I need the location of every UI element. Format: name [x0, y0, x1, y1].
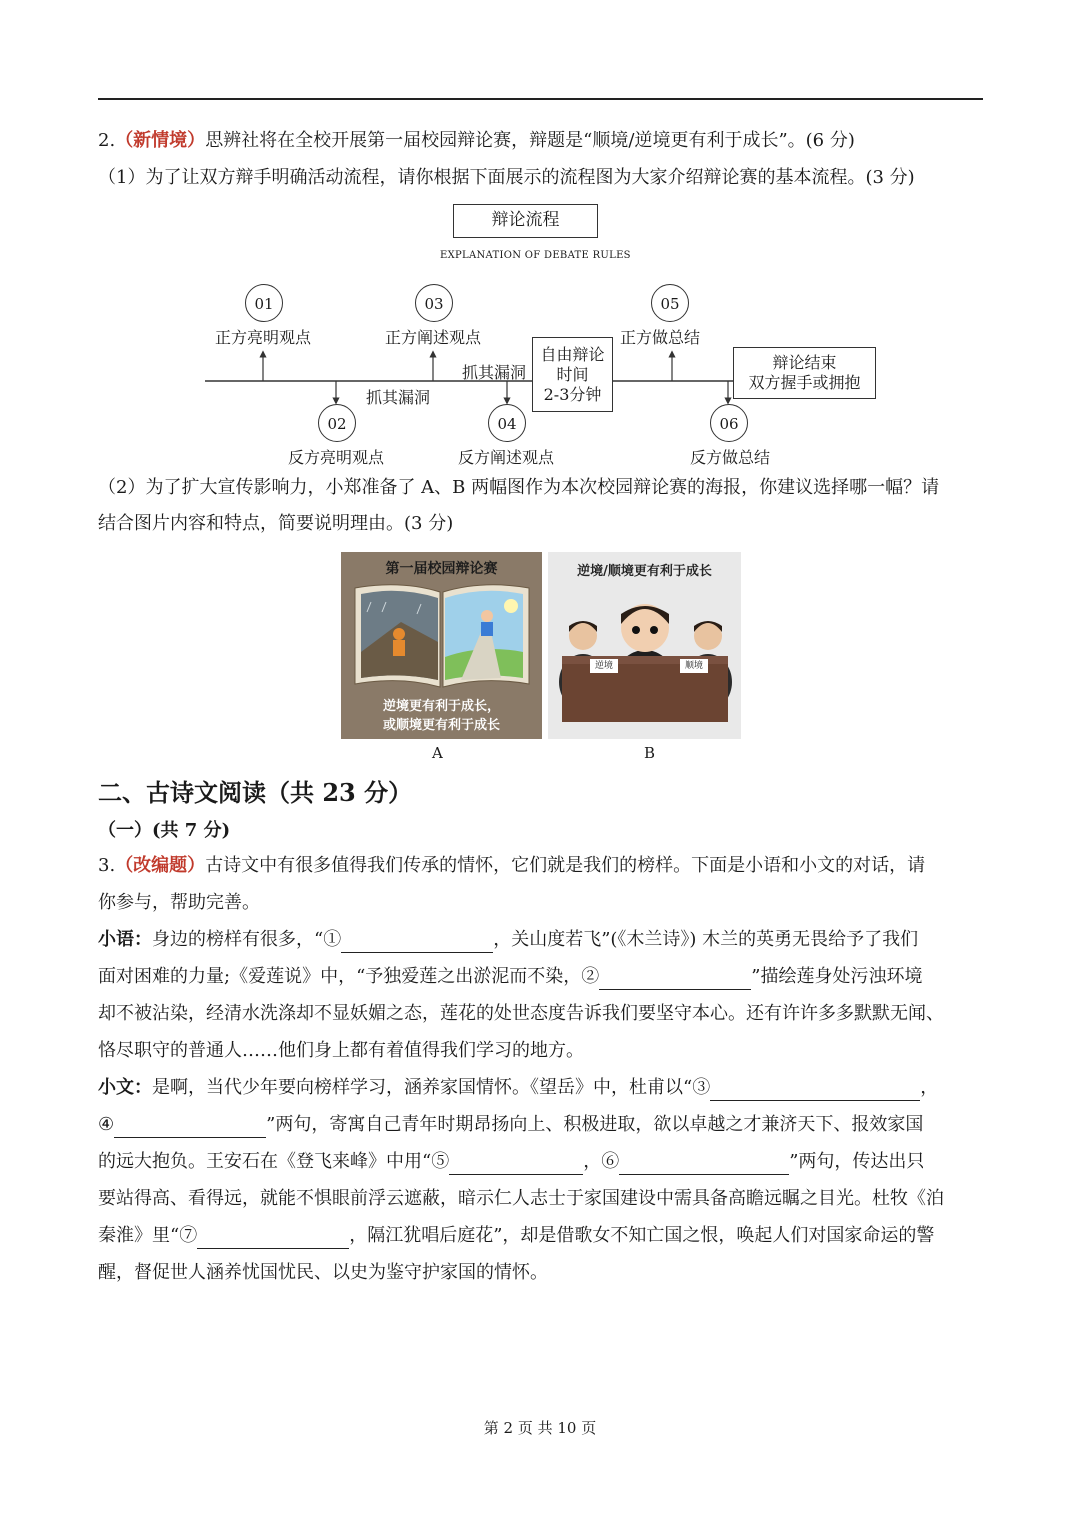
q3-p2-l5a: 秦淮》里“⑦ [98, 1225, 198, 1246]
step-04-label: 反方阐述观点 [458, 448, 555, 467]
poster-a [341, 552, 542, 739]
q3-p2-l2 [98, 1112, 923, 1138]
blank-6[interactable] [619, 1154, 789, 1175]
debate-end-line2: 双方握手或拥抱 [748, 373, 861, 392]
q2-text: 思辨社将在全校开展第一届校园辩论赛，辩题是“顺境/逆境更有利于成长”。(6 分) [205, 130, 855, 151]
poster-b-sign-right: 顺境 [680, 659, 708, 673]
poster-a-label: A [432, 744, 443, 762]
free-debate-line1: 自由辩论 [540, 345, 605, 364]
speaker-xiaoyu: 小语： [98, 929, 152, 950]
q3-p2-l1 [98, 1075, 938, 1101]
q3-number: 3. [98, 855, 116, 876]
q2-sub2-line2: 结合图片内容和特点，简要说明理由。(3 分) [98, 513, 454, 534]
debate-end-line1: 辩论结束 [772, 353, 837, 372]
blank-7[interactable] [197, 1228, 349, 1249]
q3-p2-l4: 要站得高、看得远，就能不惧眼前浮云遮蔽，暗示仁人志士于家国建设中需具备高瞻远瞩之目光。杜牧《泊 [98, 1188, 944, 1209]
poster-a-caption-1: 逆境更有利于成长， [382, 699, 500, 714]
poster-b-sign-left: 逆境 [590, 659, 618, 673]
free-debate-box [532, 337, 613, 412]
step-03-label: 正方阐述观点 [385, 328, 482, 347]
poster-b-title: 逆境/顺境更有利于成长 [577, 564, 712, 579]
q3-p2-l3b: ，⑥ [583, 1151, 620, 1172]
blank-2[interactable] [599, 969, 751, 990]
q3-p2-l6: 醒，督促世人涵养忧国忧民、以史为鉴守护家国的情怀。 [98, 1262, 548, 1283]
section-heading: 二、古诗文阅读（共 23 分） [98, 778, 413, 807]
free-debate-line2: 时间 [556, 365, 589, 384]
catch-loophole-1: 抓其漏洞 [366, 388, 431, 407]
q3-p2-l3a: 的远大抱负。王安石在《登飞来峰》中用“⑤ [98, 1151, 450, 1172]
step-04-circle: 04 [488, 404, 526, 442]
q3-p1-l2a: 面对困难的力量;《爱莲说》中，“予独爱莲之出淤泥而不染，② [98, 966, 600, 987]
step-06-circle: 06 [710, 404, 748, 442]
q3-p2-l5 [98, 1223, 934, 1249]
step-05-label: 正方做总结 [620, 328, 701, 347]
debate-end-box [733, 347, 876, 399]
q3-p2-b: ， [920, 1077, 939, 1098]
catch-loophole-2: 抓其漏洞 [462, 363, 527, 382]
q2-sub1: （1）为了让双方辩手明确活动流程，请你根据下面展示的流程图为大家介绍辩论赛的基本流程。(3 分) [98, 167, 915, 188]
step-05-circle: 05 [651, 284, 689, 322]
flow-title: 辩论流程 [453, 204, 598, 238]
q3-line2: 你参与，帮助完善。 [98, 892, 260, 913]
q3-line1: 古诗文中有很多值得我们传承的情怀，它们就是我们的榜样。下面是小语和小文的对话，请 [205, 855, 926, 876]
section-part-1: （一）(共 7 分) [98, 820, 231, 841]
q3-p2-l3c: ”两句，传达出只 [789, 1151, 925, 1172]
blank-5[interactable] [449, 1154, 583, 1175]
debate-flowchart [0, 0, 1080, 470]
poster-a-title: 第一届校园辩论赛 [385, 561, 498, 577]
flow-subtitle: EXPLANATION OF DEBATE RULES [440, 250, 631, 261]
poster-b-label: B [644, 744, 656, 762]
q3-p1-l2b: ”描绘莲身处污浊环境 [751, 966, 923, 987]
free-debate-line3: 2-3分钟 [543, 385, 602, 404]
q3-p2-l2a: ④ [98, 1114, 115, 1135]
step-06-label: 反方做总结 [690, 448, 771, 467]
q2-tag: （新情境） [115, 130, 206, 151]
q3-tag: （改编题） [115, 855, 206, 876]
q3-p1-l4: 恪尽职守的普通人……他们身上都有着值得我们学习的地方。 [98, 1040, 584, 1061]
blank-3[interactable] [710, 1080, 920, 1101]
poster-a-caption-2: 或顺境更有利于成长 [382, 718, 500, 733]
step-01-circle: 01 [245, 284, 283, 322]
step-02-label: 反方亮明观点 [288, 448, 385, 467]
blank-4[interactable] [114, 1117, 266, 1138]
q3-p2-a: 是啊，当代少年要向榜样学习，涵养家国情怀。《望岳》中，杜甫以“③ [152, 1077, 711, 1098]
poster-b-illustration [548, 552, 741, 739]
q3-p2-l5b: ，隔江犹唱后庭花”，却是借歌女不知亡国之恨，唤起人们对国家命运的警 [349, 1225, 935, 1246]
q3-p1-a: 身边的榜样有很多，“① [152, 929, 342, 950]
step-03-circle: 03 [415, 284, 453, 322]
page-footer: 第 2 页 共 10 页 [483, 1419, 597, 1437]
q2-sub2-line1: （2）为了扩大宣传影响力，小郑准备了 A、B 两幅图作为本次校园辩论赛的海报，你建议选择哪一幅？请 [98, 477, 940, 498]
q3-p1-l1 [98, 927, 918, 953]
speaker-xiaowen: 小文： [98, 1077, 152, 1098]
q3-p2-l3 [98, 1149, 924, 1175]
step-01-label: 正方亮明观点 [215, 328, 312, 347]
poster-b [548, 552, 741, 739]
step-02-circle: 02 [318, 404, 356, 442]
q3-p1-b: ，关山度若飞”(《木兰诗》) 木兰的英勇无畏给予了我们 [493, 929, 919, 950]
q3-p2-l2b: ”两句，寄寓自己青年时期昂扬向上、积极进取，欲以卓越之才兼济天下、报效家国 [266, 1114, 924, 1135]
q3-stem [98, 853, 925, 879]
q3-p1-l2 [98, 964, 922, 990]
q2-number: 2. [98, 130, 116, 151]
q3-p1-l3: 却不被沾染，经清水洗涤却不显妖媚之态，莲花的处世态度告诉我们要坚守本心。还有许许多多默默无闻、 [98, 1003, 944, 1024]
blank-1[interactable] [341, 932, 493, 953]
